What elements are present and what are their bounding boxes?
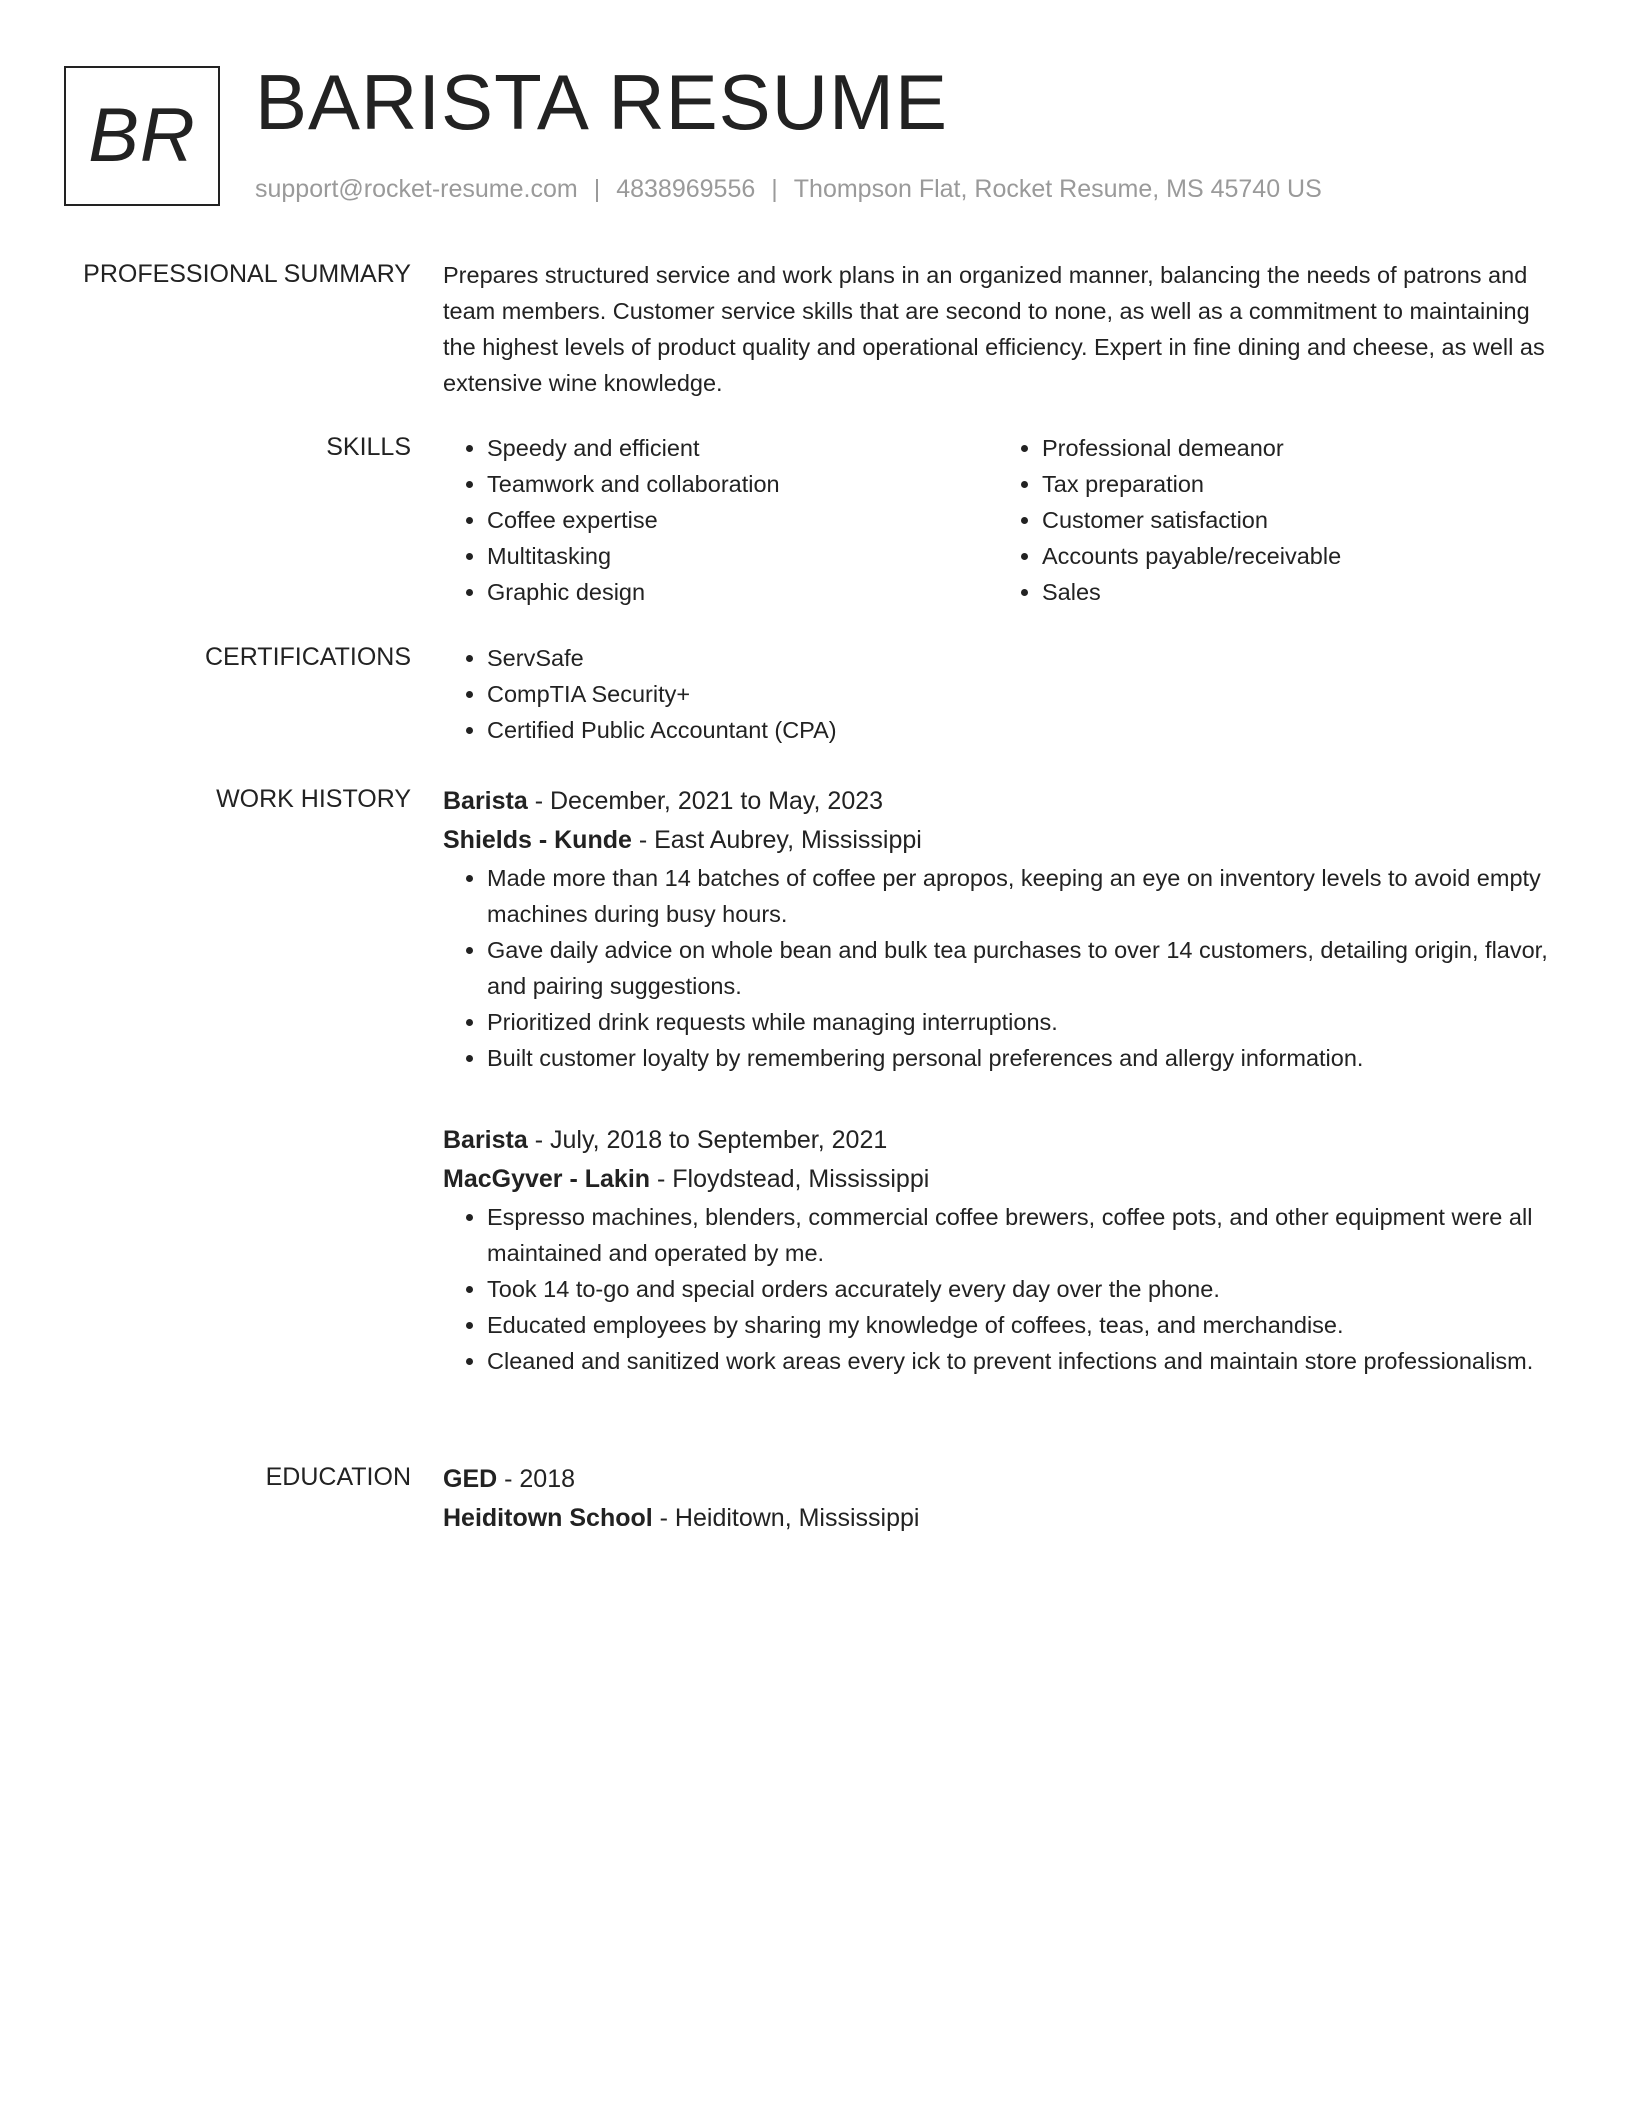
contact-email[interactable]: support@rocket-resume.com — [255, 175, 578, 203]
contact-phone[interactable]: 4838969556 — [616, 175, 756, 203]
job-company-line — [443, 1160, 1553, 1199]
job-company: Shields - Kunde — [443, 826, 632, 854]
contact-separator: | — [771, 175, 778, 203]
section-label-certifications: CERTIFICATIONS — [204, 643, 411, 671]
job-dates: - December, 2021 to May, 2023 — [527, 787, 884, 815]
job-entry — [443, 1121, 1553, 1379]
resume-name: BARISTA RESUME — [255, 58, 949, 146]
summary-text: Prepares structured service and work plans in an organized manner, balancing the needs of patrons and team members. Customer service skills that are second to none, as well as a commitment to maintaining the highest levels of product quality and operational efficiency. Expert in fine dining and cheese, as well as extensive wine knowledge. — [443, 262, 1545, 396]
job-title: Barista — [443, 787, 528, 815]
job-entry — [443, 782, 1553, 1076]
skill-item: • Graphic design — [487, 574, 998, 610]
education-school: Heiditown School — [443, 1504, 653, 1532]
education-location: - Heiditown, Mississippi — [652, 1504, 920, 1532]
education-entry — [443, 1460, 1553, 1538]
job-bullet: • Made more than 14 batches of coffee per apropos, keeping an eye on inventory levels to avoid empty machines during busy hours. — [487, 860, 1553, 932]
job-title: Barista — [443, 1126, 528, 1154]
job-bullet-list — [443, 1199, 1553, 1379]
skill-item: • Tax preparation — [1042, 466, 1553, 502]
monogram-box — [64, 66, 220, 206]
job-location: - East Aubrey, Mississippi — [631, 826, 922, 854]
job-bullet: • Educated employees by sharing my knowledge of coffees, teas, and merchandise. — [487, 1307, 1553, 1343]
education-school-line — [443, 1499, 1553, 1538]
skills-list-left — [443, 430, 998, 610]
job-bullet: • Prioritized drink requests while managing interruptions. — [487, 1004, 1553, 1040]
job-bullet: • Cleaned and sanitized work areas every ick to prevent infections and maintain store professionalism. — [487, 1343, 1553, 1379]
contact-address: Thompson Flat, Rocket Resume, MS 45740 US — [793, 175, 1322, 203]
job-bullet: • Took 14 to-go and special orders accurately every day over the phone. — [487, 1271, 1553, 1307]
skill-item: • Teamwork and collaboration — [487, 466, 998, 502]
skills-grid — [443, 430, 1553, 610]
job-bullet-list — [443, 860, 1553, 1076]
certification-item: • Certified Public Accountant (CPA) — [487, 712, 1553, 748]
section-label-skills: SKILLS — [326, 433, 411, 461]
education-degree-line — [443, 1460, 1553, 1499]
job-bullet: • Built customer loyalty by remembering personal preferences and allergy information. — [487, 1040, 1553, 1076]
certifications-list — [443, 640, 1553, 748]
skill-item: • Professional demeanor — [1042, 430, 1553, 466]
job-company: MacGyver - Lakin — [443, 1165, 651, 1193]
job-bullet: • Espresso machines, blenders, commercial coffee brewers, coffee pots, and other equipment were all maintained and operated by me. — [487, 1199, 1553, 1271]
certification-item: • ServSafe — [487, 640, 1553, 676]
job-location: - Floydstead, Mississippi — [650, 1165, 930, 1193]
job-title-line — [443, 1121, 1553, 1160]
certifications-body — [443, 640, 1553, 748]
skill-item: • Customer satisfaction — [1042, 502, 1553, 538]
job-dates: - July, 2018 to September, 2021 — [527, 1126, 888, 1154]
section-label-education: EDUCATION — [265, 1463, 411, 1491]
skill-item: • Sales — [1042, 574, 1553, 610]
skills-list-right — [998, 430, 1553, 610]
monogram-initials: BR — [88, 93, 196, 178]
skill-item: • Coffee expertise — [487, 502, 998, 538]
section-label-work-history: WORK HISTORY — [216, 785, 411, 813]
skill-item: • Accounts payable/receivable — [1042, 538, 1553, 574]
job-bullet: • Gave daily advice on whole bean and bulk tea purchases to over 14 customers, detailing origin, flavor, and pairing suggestions. — [487, 932, 1553, 1004]
job-title-line — [443, 782, 1553, 821]
contact-line — [255, 172, 1322, 206]
job-company-line — [443, 821, 1553, 860]
education-degree: GED — [443, 1465, 498, 1493]
skill-item: • Multitasking — [487, 538, 998, 574]
education-year: - 2018 — [497, 1465, 576, 1493]
summary-body — [443, 257, 1553, 401]
certification-item: • CompTIA Security+ — [487, 676, 1553, 712]
contact-separator: | — [593, 175, 601, 203]
skill-item: • Speedy and efficient — [487, 430, 998, 466]
section-label-summary: PROFESSIONAL SUMMARY — [83, 260, 411, 288]
